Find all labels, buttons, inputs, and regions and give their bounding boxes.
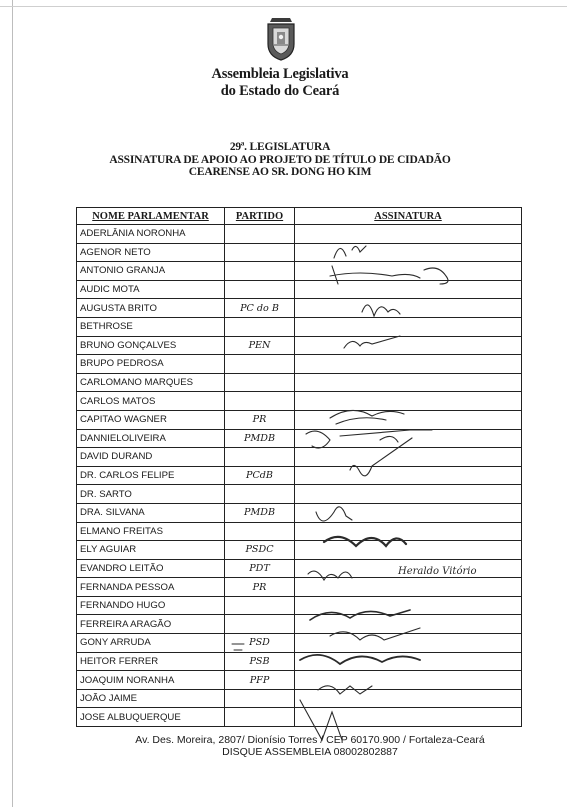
signature-cell xyxy=(295,225,522,244)
handwritten-note: Heraldo Vitório xyxy=(398,566,477,577)
signature-cell xyxy=(295,522,522,541)
member-name: FERNANDO HUGO xyxy=(77,596,225,615)
member-party xyxy=(225,317,295,336)
table-row xyxy=(77,708,522,727)
member-party xyxy=(225,485,295,504)
table-row xyxy=(77,503,522,522)
table-row xyxy=(77,578,522,597)
signature-cell xyxy=(295,262,522,281)
signature-cell xyxy=(295,280,522,299)
member-party: PFP xyxy=(225,671,295,690)
member-party xyxy=(225,522,295,541)
member-party xyxy=(225,280,295,299)
member-name: FERREIRA ARAGÃO xyxy=(77,615,225,634)
signature-cell xyxy=(295,503,522,522)
member-name: DR. SARTO xyxy=(77,485,225,504)
footer-address: Av. Des. Moreira, 2807/ Dionísio Torres / CEP 60170.900 / Fortaleza-Ceará xyxy=(135,734,485,746)
member-name: ANTONIO GRANJA xyxy=(77,262,225,281)
member-name: BETHROSE xyxy=(77,317,225,336)
table-row xyxy=(77,225,522,244)
member-name: ELY AGUIAR xyxy=(77,541,225,560)
table-row xyxy=(77,336,522,355)
table-row xyxy=(77,466,522,485)
table-row xyxy=(77,410,522,429)
signature-cell xyxy=(295,596,522,615)
signature-cell xyxy=(295,671,522,690)
signature-cell xyxy=(295,410,522,429)
member-party xyxy=(225,689,295,708)
header-signature: ASSINATURA xyxy=(295,208,522,225)
signature-cell xyxy=(295,541,522,560)
member-party: PMDB xyxy=(225,429,295,448)
footer-hotline: DISQUE ASSEMBLEIA 08002802887 xyxy=(222,746,398,758)
signature-cell xyxy=(295,689,522,708)
member-name: JOAQUIM NORANHA xyxy=(77,671,225,690)
member-party: PSB xyxy=(225,652,295,671)
table-row xyxy=(77,429,522,448)
table-row xyxy=(77,541,522,560)
institution-line-1: Assembleia Legislativa xyxy=(211,66,349,82)
signature-cell xyxy=(295,559,522,578)
signature-cell xyxy=(295,652,522,671)
member-name: ELMANO FREITAS xyxy=(77,522,225,541)
member-name: CARLOMANO MARQUES xyxy=(77,373,225,392)
member-name: CAPITAO WAGNER xyxy=(77,410,225,429)
table-row xyxy=(77,559,522,578)
signature-cell xyxy=(295,317,522,336)
signature-cell xyxy=(295,336,522,355)
member-party xyxy=(225,225,295,244)
signature-table xyxy=(76,207,522,727)
scan-edge-left xyxy=(12,0,13,807)
institution-line-2: do Estado do Ceará xyxy=(220,83,340,99)
member-party xyxy=(225,615,295,634)
signature-cell xyxy=(295,355,522,374)
signature-cell xyxy=(295,466,522,485)
table-row xyxy=(77,317,522,336)
member-name: FERNANDA PESSOA xyxy=(77,578,225,597)
member-name: DANNIELOLIVEIRA xyxy=(77,429,225,448)
member-party: PSDC xyxy=(225,541,295,560)
scan-edge-top xyxy=(0,6,567,7)
table-body xyxy=(77,225,522,727)
header-party: PARTIDO xyxy=(225,208,295,225)
coat-of-arms-icon xyxy=(262,14,300,62)
table-row xyxy=(77,392,522,411)
member-name: CARLOS MATOS xyxy=(77,392,225,411)
member-name: AUGUSTA BRITO xyxy=(77,299,225,318)
member-name: BRUPO PEDROSA xyxy=(77,355,225,374)
member-name: ADERLÂNIA NORONHA xyxy=(77,225,225,244)
table-row xyxy=(77,485,522,504)
member-name: AGENOR NETO xyxy=(77,243,225,262)
signature-cell xyxy=(295,448,522,467)
member-party xyxy=(225,243,295,262)
member-party xyxy=(225,448,295,467)
table-row xyxy=(77,355,522,374)
table-header-row xyxy=(77,208,522,225)
member-name: AUDIC MOTA xyxy=(77,280,225,299)
signature-cell xyxy=(295,708,522,727)
member-party xyxy=(225,392,295,411)
table-row xyxy=(77,522,522,541)
member-party: PEN xyxy=(225,336,295,355)
table-row xyxy=(77,596,522,615)
member-party: PDT xyxy=(225,559,295,578)
member-party xyxy=(225,596,295,615)
signature-cell xyxy=(295,485,522,504)
member-party xyxy=(225,262,295,281)
document-heading xyxy=(80,141,480,179)
member-party xyxy=(225,708,295,727)
member-party xyxy=(225,355,295,374)
member-name: JOÃO JAIME xyxy=(77,689,225,708)
member-party: PSD xyxy=(225,634,295,653)
member-party: PC do B xyxy=(225,299,295,318)
institution-name xyxy=(150,66,410,100)
signature-cell xyxy=(295,392,522,411)
member-name: BRUNO GONÇALVES xyxy=(77,336,225,355)
signature-cell xyxy=(295,299,522,318)
table-row xyxy=(77,262,522,281)
legislature-label: 29ª. LEGISLATURA xyxy=(229,141,331,153)
table-row xyxy=(77,299,522,318)
table-row xyxy=(77,671,522,690)
member-party xyxy=(225,373,295,392)
member-name: GONY ARRUDA xyxy=(77,634,225,653)
member-party: PCdB xyxy=(225,466,295,485)
table-row xyxy=(77,243,522,262)
header-name: NOME PARLAMENTAR xyxy=(77,208,225,225)
table-row xyxy=(77,689,522,708)
page-footer xyxy=(100,734,520,758)
member-name: HEITOR FERRER xyxy=(77,652,225,671)
table-row xyxy=(77,448,522,467)
table-row xyxy=(77,615,522,634)
signature-cell xyxy=(295,373,522,392)
member-party: PR xyxy=(225,578,295,597)
member-name: DRA. SILVANA xyxy=(77,503,225,522)
table-row xyxy=(77,634,522,653)
petition-title-line-2: CEARENSE AO SR. DONG HO KIM xyxy=(188,166,372,178)
signature-cell xyxy=(295,243,522,262)
signature-cell xyxy=(295,634,522,653)
signature-cell xyxy=(295,429,522,448)
signature-cell xyxy=(295,578,522,597)
table-row xyxy=(77,373,522,392)
member-name: DAVID DURAND xyxy=(77,448,225,467)
member-name: EVANDRO LEITÃO xyxy=(77,559,225,578)
signature-cell xyxy=(295,615,522,634)
member-party: PR xyxy=(225,410,295,429)
petition-title-line-1: ASSINATURA DE APOIO AO PROJETO DE TÍTULO DE CIDADÃO xyxy=(109,153,451,166)
member-party: PMDB xyxy=(225,503,295,522)
table-row xyxy=(77,652,522,671)
member-name: DR. CARLOS FELIPE xyxy=(77,466,225,485)
table-row xyxy=(77,280,522,299)
member-name: JOSE ALBUQUERQUE xyxy=(77,708,225,727)
